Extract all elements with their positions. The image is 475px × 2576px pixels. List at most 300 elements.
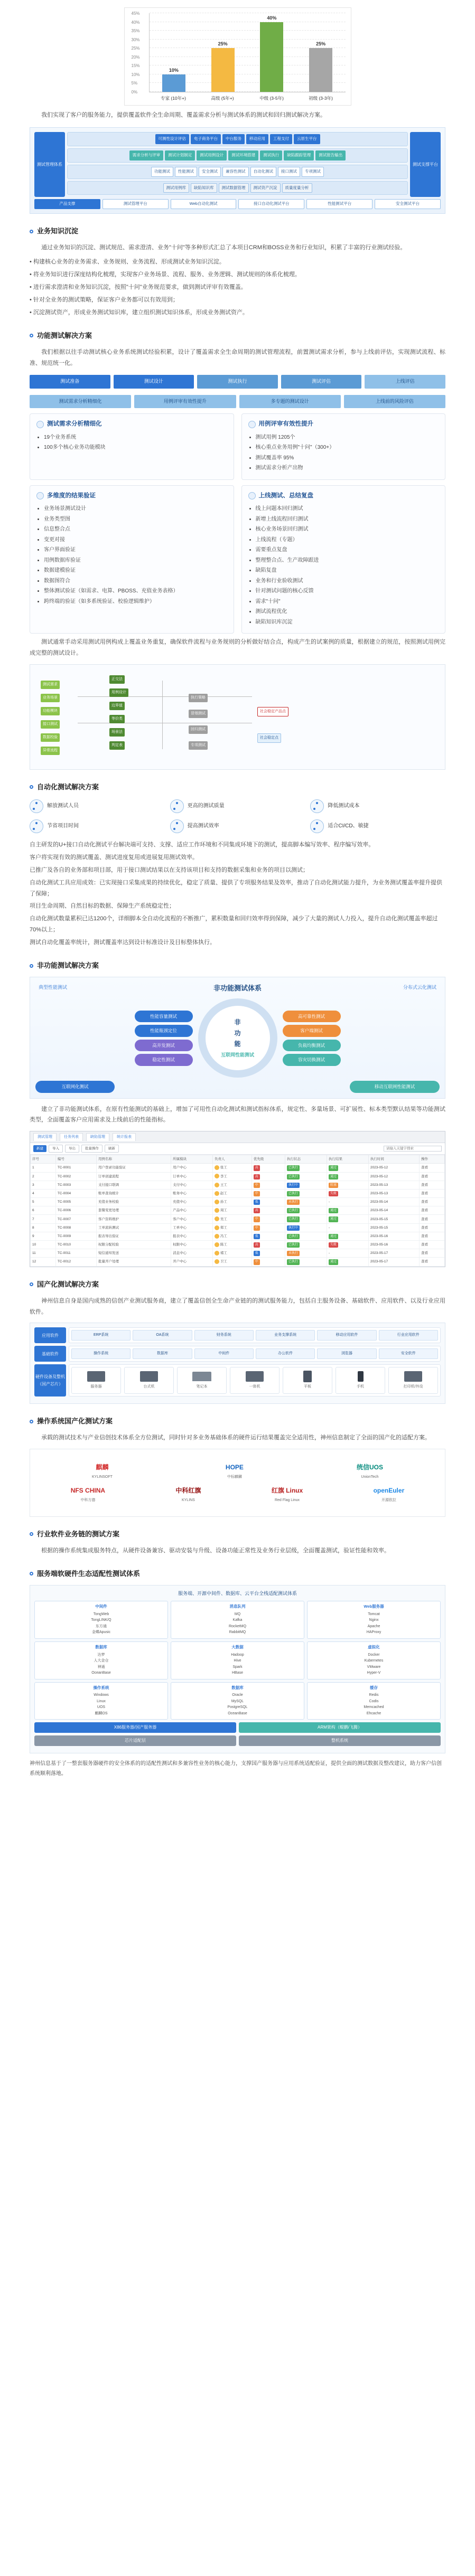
- table-cell: 权限分配校验: [97, 1241, 171, 1249]
- card-item: • 19个业务系统: [44, 433, 227, 442]
- network-icon: [36, 492, 44, 499]
- stack-label-hardware: 硬件设备及整机（国产芯片）: [34, 1364, 66, 1396]
- col-time: 执行时间: [368, 1155, 419, 1164]
- heading-bullet-icon: [30, 964, 33, 968]
- table-cell: [285, 1241, 327, 1249]
- list-item: 测试自动化覆盖率统计，测试覆盖率达到设计标准设计及目标整体执行。: [30, 939, 216, 946]
- table-cell[interactable]: 查看: [420, 1249, 445, 1258]
- heading-text: 国产化测试解决方案: [37, 1280, 99, 1288]
- benefit-label: 更高的测试质量: [187, 803, 225, 809]
- bar-3: [309, 41, 332, 92]
- avatar: [215, 1216, 219, 1221]
- table-cell: 2023-05-12: [368, 1172, 419, 1181]
- card-item: • 整理整合点、生产故障跟进: [256, 556, 439, 565]
- table-cell: 冯工: [213, 1232, 252, 1240]
- eco-box-db2: 数据库 Oracle MySQL PostgreSQL OceanBase: [171, 1682, 304, 1720]
- table-cell: TC-0005: [55, 1198, 96, 1206]
- export-button[interactable]: 导出: [65, 1145, 79, 1153]
- heading-bullet-icon: [30, 230, 33, 233]
- arch-side-label-0: 测试管理体系: [34, 132, 65, 197]
- screenshot-section: [0, 1131, 475, 1267]
- heading-text: 非功能测试解决方案: [37, 961, 99, 969]
- xtick-0: 专家 (10年+): [161, 96, 186, 101]
- eco-bar-x86: X86服务器/国产服务器: [34, 1722, 236, 1733]
- table-cell: 郑工: [213, 1223, 252, 1232]
- benefit-label: 提高测试效率: [187, 823, 219, 829]
- table-cell: [327, 1172, 368, 1181]
- table-cell: 开户中心: [171, 1258, 213, 1266]
- card-item: • 测试覆盖率 95%: [256, 454, 439, 463]
- nonfunctional-capability-diagram: [30, 977, 445, 1099]
- col-actions: 操作: [420, 1155, 445, 1164]
- table-cell: 8: [31, 1223, 56, 1232]
- arch-chip: 移动应用: [246, 134, 268, 144]
- ecosystem-stack-diagram: [30, 1585, 445, 1753]
- arch-chip: 需求分析与评审: [129, 150, 164, 161]
- mindmap-node: 业务场景: [41, 694, 60, 702]
- table-cell: 支付中心: [171, 1181, 213, 1189]
- arch-chip: 缺陷跟踪管理: [284, 150, 314, 161]
- card-item: • 缺陷复盘: [256, 566, 439, 575]
- flow-step: 测试评估: [281, 375, 362, 388]
- table-cell: 10: [31, 1241, 56, 1249]
- mindmap-node: 用例设计: [109, 688, 128, 697]
- table-cell: [285, 1249, 327, 1258]
- table-cell: [252, 1164, 285, 1172]
- table-cell: [285, 1206, 327, 1215]
- stack-cell: OA系统: [133, 1330, 192, 1341]
- table-cell: 订单中心: [171, 1172, 213, 1181]
- table-cell[interactable]: 查看: [420, 1232, 445, 1240]
- mindmap-node: 判定表: [109, 741, 125, 750]
- arch-chip: 缺陷知识库: [191, 183, 217, 193]
- arch-chip: 测试用例设计: [197, 150, 227, 161]
- heading-text: 功能测试解决方案: [37, 331, 92, 339]
- section-heading-localization: [30, 1279, 445, 1290]
- table-cell: 订单创建流程: [97, 1172, 171, 1181]
- table-cell: [285, 1258, 327, 1266]
- table-row[interactable]: [31, 1223, 445, 1232]
- arch-chip: 电子商务平台: [191, 134, 221, 144]
- card-item: • 业务场景测试设计: [44, 504, 227, 514]
- card-item: • 上线流程（专题）: [256, 535, 439, 545]
- table-cell: 报表导出验证: [97, 1232, 171, 1240]
- table-cell: 12: [31, 1258, 56, 1266]
- table-cell: 2023-05-15: [368, 1223, 419, 1232]
- heading-bullet-icon: [30, 334, 33, 337]
- benefit-label: 节省项目时间: [47, 823, 79, 829]
- table-body: [31, 1164, 445, 1266]
- mindmap-node: 异常流程: [41, 747, 60, 755]
- table-cell: 用户登录功能验证: [97, 1164, 171, 1172]
- avatar: [215, 1259, 219, 1264]
- card-item: • 线上问题本回归测试: [256, 504, 439, 514]
- flow-substep: 测试需求分析精细化: [30, 395, 131, 408]
- status-badge: 通过: [329, 1259, 338, 1265]
- capability-pill-bottom-left: 互联网化测试: [35, 1081, 115, 1092]
- mindmap-node: 边界值: [109, 702, 125, 710]
- table-cell[interactable]: 查看: [420, 1215, 445, 1223]
- nonfunctional-test-section: [0, 960, 475, 1126]
- arch-chip: 测试资产沉淀: [250, 183, 281, 193]
- status-badge: 失败: [329, 1242, 338, 1248]
- table-cell[interactable]: 查看: [420, 1164, 445, 1172]
- stack-label-basic-software: 基础软件: [34, 1346, 66, 1362]
- stack-cell: 办公软件: [256, 1348, 315, 1359]
- table-row[interactable]: [31, 1232, 445, 1240]
- table-row[interactable]: [31, 1181, 445, 1189]
- avatar: [215, 1174, 219, 1178]
- center-char: 能: [234, 1040, 241, 1048]
- table-row[interactable]: [31, 1241, 445, 1249]
- device-aio: [230, 1367, 280, 1394]
- arch-chip: 功能测试: [151, 167, 173, 177]
- table-cell: 账单查询统计: [97, 1189, 171, 1197]
- logo-openeuler: openEuler 开源欧拉: [373, 1487, 405, 1502]
- status-badge: 高: [254, 1165, 260, 1171]
- table-cell: 9: [31, 1232, 56, 1240]
- arch-chip: 性能测试: [175, 167, 197, 177]
- card-item: • 测试需求分析产出物: [256, 464, 439, 473]
- table-cell[interactable]: 查看: [420, 1241, 445, 1249]
- status-badge: 中: [254, 1191, 260, 1196]
- test-subflow-bar: [30, 395, 445, 408]
- table-cell: 充值中心: [171, 1198, 213, 1206]
- table-cell: 李工: [213, 1172, 252, 1181]
- table-cell: [327, 1164, 368, 1172]
- col-index: 序号: [31, 1155, 56, 1164]
- col-owner: 负责人: [213, 1155, 252, 1164]
- avatar: [215, 1165, 219, 1170]
- table-cell: 孙工: [213, 1198, 252, 1206]
- eco-box-database: 数据库 达梦 人大金仓 神通 OceanBase: [34, 1641, 168, 1679]
- card-item: • 数据图符合: [44, 577, 227, 586]
- table-cell: -: [327, 1223, 368, 1232]
- table-cell: 周工: [213, 1206, 252, 1215]
- capability-pill: 性能瓶颈定位: [135, 1025, 193, 1036]
- card-item: • 针对测试问题的核心反馈: [256, 587, 439, 596]
- bar-0: [162, 67, 185, 92]
- test-management-screenshot: [30, 1131, 445, 1267]
- arch-chip: 测试计划制定: [165, 150, 195, 161]
- table-cell: 客户资料维护: [97, 1215, 171, 1223]
- card-item: • 需求"十问": [256, 597, 439, 607]
- batch-button[interactable]: 批量操作: [81, 1145, 103, 1153]
- xtick-1: 高级 (5年+): [211, 96, 234, 101]
- arch-chip: 测试用例库: [163, 183, 190, 193]
- table-cell: [252, 1172, 285, 1181]
- list-item: 项目生命周期、自然目标的数据、保障生产系统稳定性；: [30, 903, 175, 910]
- table-cell: TC-0001: [55, 1164, 96, 1172]
- status-badge: 通过: [329, 1234, 338, 1239]
- card-item: • 100多个核心业务功能模块: [44, 443, 227, 452]
- ytick: 5%: [131, 81, 138, 86]
- arch-chip: 测试执行: [260, 150, 282, 161]
- tab-statistics[interactable]: 统计报表: [113, 1133, 136, 1141]
- server-ecosystem-section: [0, 1568, 475, 1779]
- section-heading-server-ecosystem: [30, 1568, 445, 1580]
- arch-chip: 测试报告输出: [315, 150, 346, 161]
- arch-band-2: [67, 165, 408, 179]
- card-item: • 数据建模验证: [44, 566, 227, 575]
- heading-bullet-icon: [30, 1420, 33, 1423]
- diagram-left-label: 典型性能测试: [39, 985, 68, 990]
- table-cell: 套餐变更处理: [97, 1206, 171, 1215]
- eco-bar-chip: 芯片适配层: [34, 1735, 236, 1746]
- table-cell: [252, 1241, 285, 1249]
- document-page: [0, 7, 475, 1795]
- stack-cell: 业务支撑系统: [256, 1330, 315, 1341]
- table-cell[interactable]: 查看: [420, 1189, 445, 1197]
- section-heading-automation: [30, 781, 445, 793]
- arch-chip: 质量度量分析: [282, 183, 312, 193]
- arch-bottom-chip: 产品支撑: [34, 199, 100, 209]
- heading-text: 自动化测试解决方案: [37, 782, 99, 791]
- card-item: • 跨终端的验证（如多系统验证、校验逻辑维护）: [44, 597, 227, 607]
- diagram-right-column: [283, 1011, 341, 1066]
- stack-label-application: 应用软件: [34, 1327, 66, 1343]
- table-cell: [252, 1198, 285, 1206]
- logo-uos: 统信UOS UnionTech: [356, 1464, 383, 1479]
- bar-1: [211, 41, 235, 92]
- paragraph: 通过业务知识的沉淀、测试规范、需求澄清、业务"十问"等多种形式汇总了本项目CRM和BOSS业务和行业知识，积累了丰富的行业测试经验。: [41, 244, 406, 251]
- table-row[interactable]: [31, 1172, 445, 1181]
- table-cell: [252, 1258, 285, 1266]
- table-cell: 2023-05-13: [368, 1181, 419, 1189]
- table-cell: 1: [31, 1164, 56, 1172]
- arch-chip: 接口测试: [278, 167, 300, 177]
- table-cell: 充值业务校验: [97, 1198, 171, 1206]
- refresh-button[interactable]: 刷新: [105, 1145, 119, 1153]
- table-cell: TC-0006: [55, 1206, 96, 1215]
- tab-defect-management[interactable]: 缺陷管理: [86, 1133, 109, 1141]
- avatar: [215, 1208, 219, 1213]
- tab-test-management[interactable]: 测试管理: [33, 1133, 57, 1141]
- col-priority: 优先级: [252, 1155, 285, 1164]
- table-cell: 工单中心: [171, 1223, 213, 1232]
- card-title: 测试需求分析精细化: [47, 420, 102, 427]
- status-badge: 高: [254, 1208, 260, 1213]
- table-cell: 批量开户处理: [97, 1258, 171, 1266]
- table-cell: [252, 1181, 285, 1189]
- network-icon: [36, 421, 44, 428]
- eco-box-bigdata: 大数据 Hadoop Hive Spark HBase: [171, 1641, 304, 1679]
- paragraph: 建立了非功能测试体系，在原有性能测试的基础上，增加了可用性自动化测试和测试指标体系，规定性、多量场景、可扩展性、标本类型默认结果等功能测试类型，全面覆盖客户应用需求及上线前后的性能指标。: [30, 1106, 445, 1124]
- table-cell: TC-0007: [55, 1215, 96, 1223]
- tab-task-list[interactable]: 任务列表: [60, 1133, 83, 1141]
- ytick: 25%: [131, 46, 140, 51]
- table-row[interactable]: [31, 1164, 445, 1172]
- ytick: 40%: [131, 20, 140, 25]
- card-multi-dimension-validation: [30, 485, 234, 634]
- stack-cell: 行业应用软件: [379, 1330, 438, 1341]
- heading-text: 业务知识沉淀: [37, 227, 79, 235]
- table-cell: 2: [31, 1172, 56, 1181]
- table-cell[interactable]: 查看: [420, 1206, 445, 1215]
- team-experience-chart: [124, 7, 351, 106]
- table-cell: [327, 1189, 368, 1197]
- table-cell: 卫工: [213, 1258, 252, 1266]
- arch-bottom-chip: 性能测试平台: [306, 199, 372, 209]
- import-button[interactable]: 导入: [49, 1145, 63, 1153]
- table-cell: 支付接口联调: [97, 1181, 171, 1189]
- paragraph: 神州信息自身是国内成熟的信创产业测试服务商，建立了覆盖信创全生命产业链的的测试服务能力，包括自主服务设备、基础软件、应用软件、以及行业应用软件。: [30, 1297, 445, 1315]
- table-cell: [327, 1181, 368, 1189]
- table-cell: [327, 1215, 368, 1223]
- card-item: • 客户界面验证: [44, 545, 227, 555]
- table-cell: [252, 1215, 285, 1223]
- mindmap-highlight-node: 社会稳定产品点: [257, 707, 288, 716]
- test-cards-row-2: [30, 485, 445, 634]
- table-cell[interactable]: 查看: [420, 1223, 445, 1232]
- table-cell: TC-0011: [55, 1249, 96, 1258]
- screenshot-toolbar: [30, 1143, 445, 1155]
- col-module: 所属模块: [171, 1155, 213, 1164]
- status-badge: 通过: [329, 1216, 338, 1222]
- mindmap-node: 接口测试: [41, 720, 60, 729]
- flow-substep: 用例评审有效性提升: [134, 395, 236, 408]
- device-label: 服务器: [90, 1385, 102, 1389]
- functional-test-section: [0, 330, 475, 770]
- arch-chip: 测试数据管理: [219, 183, 249, 193]
- table-row[interactable]: [31, 1189, 445, 1197]
- arch-chip: 兼容性测试: [222, 167, 249, 177]
- table-cell: 2023-05-14: [368, 1198, 419, 1206]
- capability-pill: 客户端测试: [283, 1025, 341, 1036]
- eco-bar-system: 整机系统: [239, 1735, 441, 1746]
- table-row[interactable]: [31, 1206, 445, 1215]
- table-cell: [285, 1215, 327, 1223]
- new-button[interactable]: 新建: [33, 1145, 46, 1152]
- table-row[interactable]: [31, 1258, 445, 1266]
- device-phone: [336, 1367, 385, 1394]
- card-item: • 测试用例 1205个: [256, 433, 439, 442]
- architecture-section: [0, 127, 475, 214]
- table-cell: TC-0004: [55, 1189, 96, 1197]
- network-icon: [310, 799, 324, 813]
- section-heading-os-localization: [30, 1416, 445, 1427]
- center-char: 功: [234, 1029, 241, 1037]
- col-name: 用例名称: [97, 1155, 171, 1164]
- table-cell: 2023-05-14: [368, 1206, 419, 1215]
- table-cell: 张工: [213, 1164, 252, 1172]
- eco-row-0: [34, 1601, 441, 1639]
- localization-test-section: [0, 1279, 475, 1404]
- table-cell: 褚工: [213, 1249, 252, 1258]
- table-cell[interactable]: 查看: [420, 1258, 445, 1266]
- status-badge: 通过: [329, 1174, 338, 1180]
- table-cell: [285, 1181, 327, 1189]
- os-localization-section: [0, 1416, 475, 1517]
- table-cell: [285, 1172, 327, 1181]
- table-cell: 账务中心: [171, 1189, 213, 1197]
- table-cell: [252, 1223, 285, 1232]
- list-item: 自动化测试工具应用成效：已实现接口采集成果的持续优化，稳定了质量、提供了专项服务结果及效率，推动了自动化测试能力提升，为业务测试覆盖率提升提供了保障；: [30, 879, 442, 897]
- list-item: • 将业务知识进行深度结构化梳理，实现客户业务场景、流程、服务、业务逻辑、测试规则的体系化梳理。: [30, 271, 301, 278]
- diagram-right-label: 分布式云化测试: [403, 985, 436, 990]
- logo-kylins: 中科红旗 KYLINS: [175, 1487, 201, 1502]
- table-cell: 2023-05-15: [368, 1215, 419, 1223]
- avatar: [215, 1183, 219, 1187]
- status-badge: 中: [254, 1225, 260, 1231]
- flow-step: 测试设计: [114, 375, 194, 388]
- table-cell: TC-0010: [55, 1241, 96, 1249]
- table-cell: 2023-05-12: [368, 1164, 419, 1172]
- diagram-center-circle: [198, 998, 277, 1078]
- chart-plot-area: [131, 11, 346, 95]
- card-online-retrospective: [241, 485, 446, 634]
- heading-text: 行业软件业务链的测试方案: [37, 1530, 120, 1538]
- paragraph: 我们根据以往手动测试核心业务系统测试经验积累，设计了覆盖需求全生命周期的测试管理流程，前置测试需求分析，参与上线前评估，实现测试流程、标准、规范统一化。: [30, 348, 445, 366]
- table-cell: 工单流转测试: [97, 1223, 171, 1232]
- section-heading-nonfunctional: [30, 960, 445, 971]
- diagram-title: 非功能测试体系: [213, 984, 262, 993]
- table-cell: TC-0009: [55, 1232, 96, 1240]
- table-cell[interactable]: 查看: [420, 1198, 445, 1206]
- table-cell: [252, 1232, 285, 1240]
- arch-bottom-row: [34, 199, 441, 209]
- flow-substep: 多专题的测试设计: [239, 395, 341, 408]
- screenshot-tab-bar: [30, 1131, 445, 1143]
- table-cell[interactable]: 查看: [420, 1172, 445, 1181]
- capability-pill: 负载均衡测试: [283, 1040, 341, 1051]
- table-row[interactable]: [31, 1215, 445, 1223]
- paragraph: 根据的操作系统集成服务特点，从硬件设备兼容、驱动安装与升级、设备功能正常性及业务行业层级，全面覆盖测试，验证性能和效率。: [41, 1547, 390, 1554]
- search-input[interactable]: [384, 1146, 442, 1152]
- avatar: [215, 1251, 219, 1256]
- logo-kylin: 麒麟 KYLINSOFT: [92, 1464, 113, 1479]
- network-icon: [310, 819, 324, 833]
- arch-chip: 可测性设计评估: [155, 134, 190, 144]
- test-flow-bar: [30, 375, 445, 388]
- status-badge: 低: [254, 1234, 260, 1239]
- bar-value-3: 25%: [316, 41, 326, 47]
- table-cell[interactable]: 查看: [420, 1181, 445, 1189]
- capability-pill: 高可靠性测试: [283, 1011, 341, 1022]
- ytick: 30%: [131, 37, 140, 42]
- benefit-label: 适合CI/CD、敏捷: [328, 823, 369, 829]
- logo-redflag-linux: 红旗 Linux Red Flag Linux: [271, 1487, 303, 1502]
- table-row[interactable]: [31, 1198, 445, 1206]
- status-badge: 执行中: [287, 1225, 300, 1231]
- status-badge: 中: [254, 1259, 260, 1265]
- xtick-2: 中级 (3-5年): [259, 96, 284, 101]
- capability-pill: 容灾切换测试: [283, 1054, 341, 1065]
- list-item: 客户将实现有效的测试覆盖、测试进度复用或进展复用测试效率。: [30, 854, 198, 861]
- network-icon: [30, 799, 43, 813]
- table-cell: 2023-05-13: [368, 1189, 419, 1197]
- mindmap-highlight-node: 社会稳定点: [257, 733, 281, 743]
- status-badge: 已执行: [287, 1242, 300, 1248]
- device-label: 一体机: [249, 1385, 260, 1389]
- network-icon: [170, 799, 184, 813]
- flow-step: 上线评估: [365, 375, 445, 388]
- col-id: 编号: [55, 1155, 96, 1164]
- avatar: [215, 1225, 219, 1230]
- mindmap-node: 等价类: [109, 715, 125, 723]
- capability-pill-bottom-right: 移动互联网性能测试: [350, 1081, 440, 1092]
- status-badge: 已执行: [287, 1191, 300, 1196]
- capability-pill: 性能容量测试: [135, 1011, 193, 1022]
- eco-box-os: 操作系统 Windows Linux UOS 麒麟OS: [34, 1682, 168, 1720]
- table-header-row: [31, 1155, 445, 1164]
- card-item: • 新增上线流程回归测试: [256, 515, 439, 524]
- card-title: 上线测试、总结复盘: [258, 492, 313, 499]
- flow-substep: 上线前的风险评估: [344, 395, 445, 408]
- table-cell: 4: [31, 1189, 56, 1197]
- table-row[interactable]: [31, 1249, 445, 1258]
- table-cell: 3: [31, 1181, 56, 1189]
